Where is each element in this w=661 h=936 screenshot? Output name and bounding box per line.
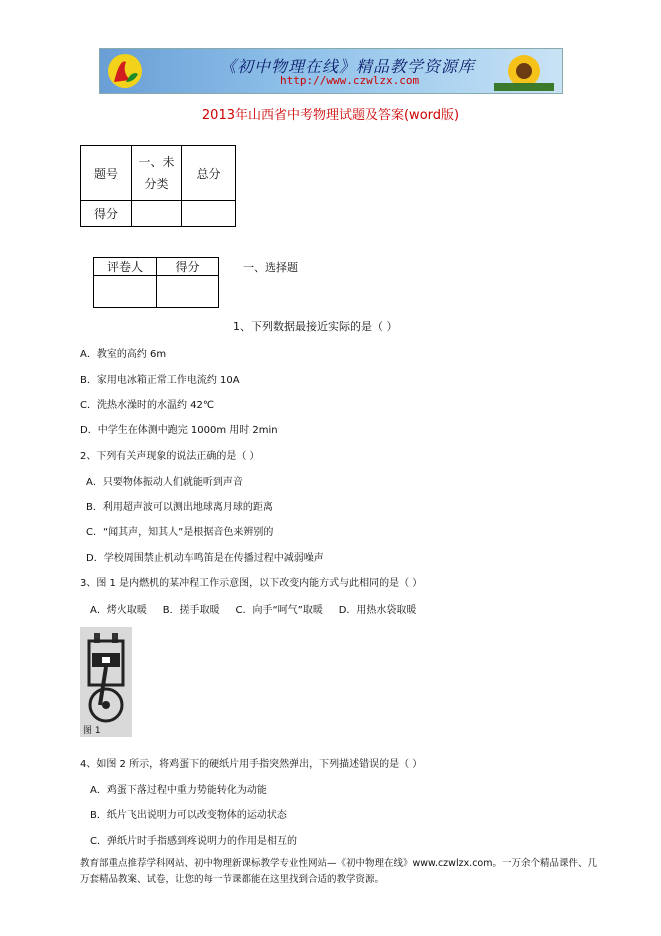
site-logo-icon <box>106 52 144 90</box>
document-title: 2013年山西省中考物理试题及答案(word版) <box>201 108 460 123</box>
grader-header-cell: 得分 <box>157 258 219 276</box>
score-header-cell: 一、未 分类 <box>132 146 182 201</box>
q2-stem: 2、下列有关声现象的说法正确的是（ ） <box>80 451 260 462</box>
q1-option-c: C．洗热水澡时的水温约 42℃ <box>80 400 215 411</box>
q3-stem: 3、图 1 是内燃机的某冲程工作示意图，以下改变内能方式与此相同的是（ ） <box>80 578 423 589</box>
q2-option-b: B．利用超声波可以测出地球离月球的距离 <box>86 502 273 513</box>
q4-option-b: B．纸片飞出说明力可以改变物体的运动状态 <box>90 810 287 821</box>
q4-option-c: C．弹纸片时手指感到疼说明力的作用是相互的 <box>90 836 297 847</box>
q2-option-c: C．“闻其声，知其人”是根据音色来辨别的 <box>86 527 274 538</box>
q3-options: A．烤火取暖 B．搓手取暖 C．向手“呵气”取暖 D．用热水袋取暖 <box>90 605 417 616</box>
score-cell[interactable] <box>182 201 236 227</box>
figure-1-engine-diagram <box>80 627 132 737</box>
score-table <box>80 145 236 227</box>
grader-table <box>93 257 219 308</box>
q1-option-d: D．中学生在体测中跑完 1000m 用时 2min <box>80 425 278 436</box>
header-banner <box>99 48 563 94</box>
score-header-cell: 题号 <box>81 146 132 201</box>
grader-cell[interactable] <box>157 276 219 308</box>
sunflower-icon <box>494 51 554 91</box>
banner-title: 《初中物理在线》精品教学资源库 <box>220 57 476 76</box>
score-cell[interactable] <box>132 201 182 227</box>
section-title: 一、选择题 <box>243 261 298 274</box>
q1-option-b: B．家用电冰箱正常工作电流约 10A <box>80 375 240 386</box>
score-header-cell: 总分 <box>182 146 236 201</box>
q1-option-a: A．教室的高约 6m <box>80 349 167 360</box>
figure-1-label: 图 1 <box>83 726 101 736</box>
score-row-label: 得分 <box>81 201 132 227</box>
grader-header-cell: 评卷人 <box>94 258 157 276</box>
engine-cylinder-icon <box>80 627 132 737</box>
q2-option-a: A．只要物体振动人们就能听到声音 <box>86 477 243 488</box>
q2-option-d: D．学校周围禁止机动车鸣笛是在传播过程中减弱噪声 <box>86 553 324 564</box>
page-footer: 教育部重点推荐学科网站、初中物理新课标教学专业性网站—《初中物理在线》www.czwlzx.com。一万余个精品课件、几万套精品教案、试卷，让您的每一节课都能在这里找到合适的教学资源。 <box>80 858 597 885</box>
q4-stem: 4、如图 2 所示，将鸡蛋下的硬纸片用手指突然弹出，下列描述错误的是（ ） <box>80 759 423 770</box>
grader-cell[interactable] <box>94 276 157 308</box>
q4-option-a: A．鸡蛋下落过程中重力势能转化为动能 <box>90 785 267 796</box>
banner-url: http://www.czwlzx.com <box>280 74 420 87</box>
q1-stem: 1、下列数据最接近实际的是（ ） <box>233 320 398 333</box>
